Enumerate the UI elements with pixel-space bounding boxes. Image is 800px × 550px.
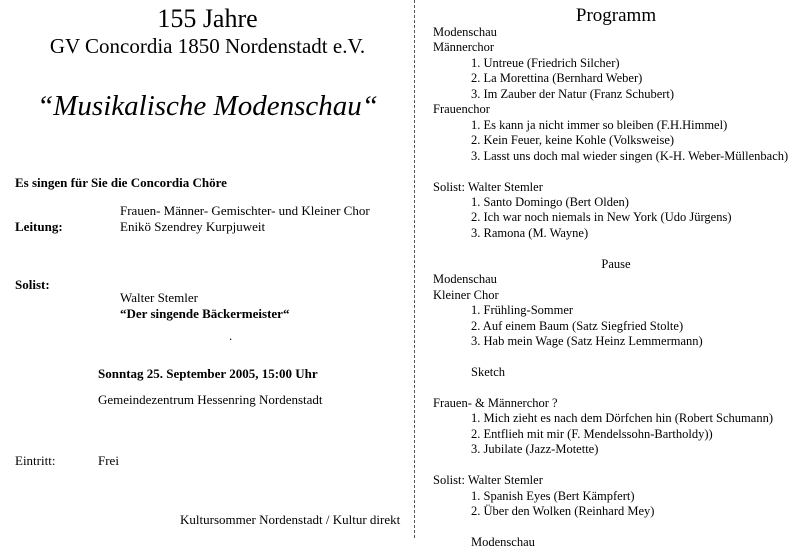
event-venue: Gemeindezentrum Hessenring Nordenstadt xyxy=(98,392,323,407)
choirs-line: Frauen- Männer- Gemischter- und Kleiner Chor xyxy=(120,203,370,218)
program-line: 3. Hab mein Wage (Satz Heinz Lemmermann) xyxy=(471,334,703,348)
program-line: Sketch xyxy=(471,364,506,379)
program-line: 1. Frühling-Sommer xyxy=(471,303,574,318)
fold-divider xyxy=(414,0,415,538)
program-line: 1. Santo Domingo (Bert Olden) xyxy=(471,194,629,209)
program-line: 2. Auf einem Baum (Satz Siegfried Stolte) xyxy=(471,318,684,333)
program-line: 3. Im Zauber der Natur (Franz Schubert) xyxy=(471,86,675,101)
eintritt-label: Eintritt: xyxy=(15,453,56,468)
program-line: 1. Spanish Eyes (Bert Kämpfert) xyxy=(471,488,635,503)
program-line: Frauen- & Männerchor ? xyxy=(433,395,558,410)
program-line: Modenschau xyxy=(433,272,497,287)
program-line: 2. La Morettina (Bernhard Weber) xyxy=(471,71,643,86)
program-line: Kleiner Chor xyxy=(433,287,499,302)
anniversary-heading: 155 Jahre xyxy=(157,4,258,33)
program-line: Solist: Walter Stemler xyxy=(433,179,543,194)
leitung-label: Leitung: xyxy=(15,219,63,234)
program-line: 2. Entflieh mit mir (F. Mendelssohn-Bartholdy)) xyxy=(471,426,713,441)
program-line: 2. Kein Feuer, keine Kohle (Volksweise) xyxy=(471,133,675,148)
footer-credit: Kultursommer Nordenstadt / Kultur direkt xyxy=(180,512,401,527)
solist-label: Solist: xyxy=(15,277,50,292)
program-line: 3. Jubilate (Jazz-Motette) xyxy=(471,442,599,457)
eintritt-value: Frei xyxy=(98,453,119,468)
program-line: 1. Mich zieht es nach dem Dörfchen hin (Robert Schumann) xyxy=(471,411,773,426)
solist-name: Walter Stemler xyxy=(120,290,199,305)
program-line: 3. Ramona (M. Wayne) xyxy=(471,225,589,240)
intro-line: Es singen für Sie die Concordia Chöre xyxy=(15,175,227,190)
program-line: 1. Untreue (Friedrich Silcher) xyxy=(471,55,620,70)
program-line: Pause xyxy=(601,256,631,271)
event-date: Sonntag 25. September 2005, 15:00 Uhr xyxy=(98,366,318,381)
club-name: GV Concordia 1850 Nordenstadt e.V. xyxy=(49,34,366,58)
program-line: Frauenchor xyxy=(433,102,490,117)
program-line: Modenschau xyxy=(471,534,535,549)
program-title: Programm xyxy=(575,5,657,26)
program-line: 2. Ich war noch niemals in New York (Udo Jürgens) xyxy=(471,210,732,225)
program-line: Modenschau xyxy=(433,25,497,39)
program-line: Solist: Walter Stemler xyxy=(433,473,543,488)
leitung-name: Enikö Szendrey Kurpjuweit xyxy=(120,219,266,234)
event-title: “Musikalische Modenschau“ xyxy=(37,90,378,122)
program-line: 3. Lasst uns doch mal wieder singen (K-H. Weber-Müllenbach) xyxy=(471,148,789,163)
stray-dot: . xyxy=(229,328,233,343)
program-line: 2. Über den Wolken (Reinhard Mey) xyxy=(471,503,655,518)
program-line: Männerchor xyxy=(433,40,495,55)
program-line: 1. Es kann ja nicht immer so bleiben (F.H.Himmel) xyxy=(471,117,728,132)
solist-title: “Der singende Bäckermeister“ xyxy=(120,306,290,321)
